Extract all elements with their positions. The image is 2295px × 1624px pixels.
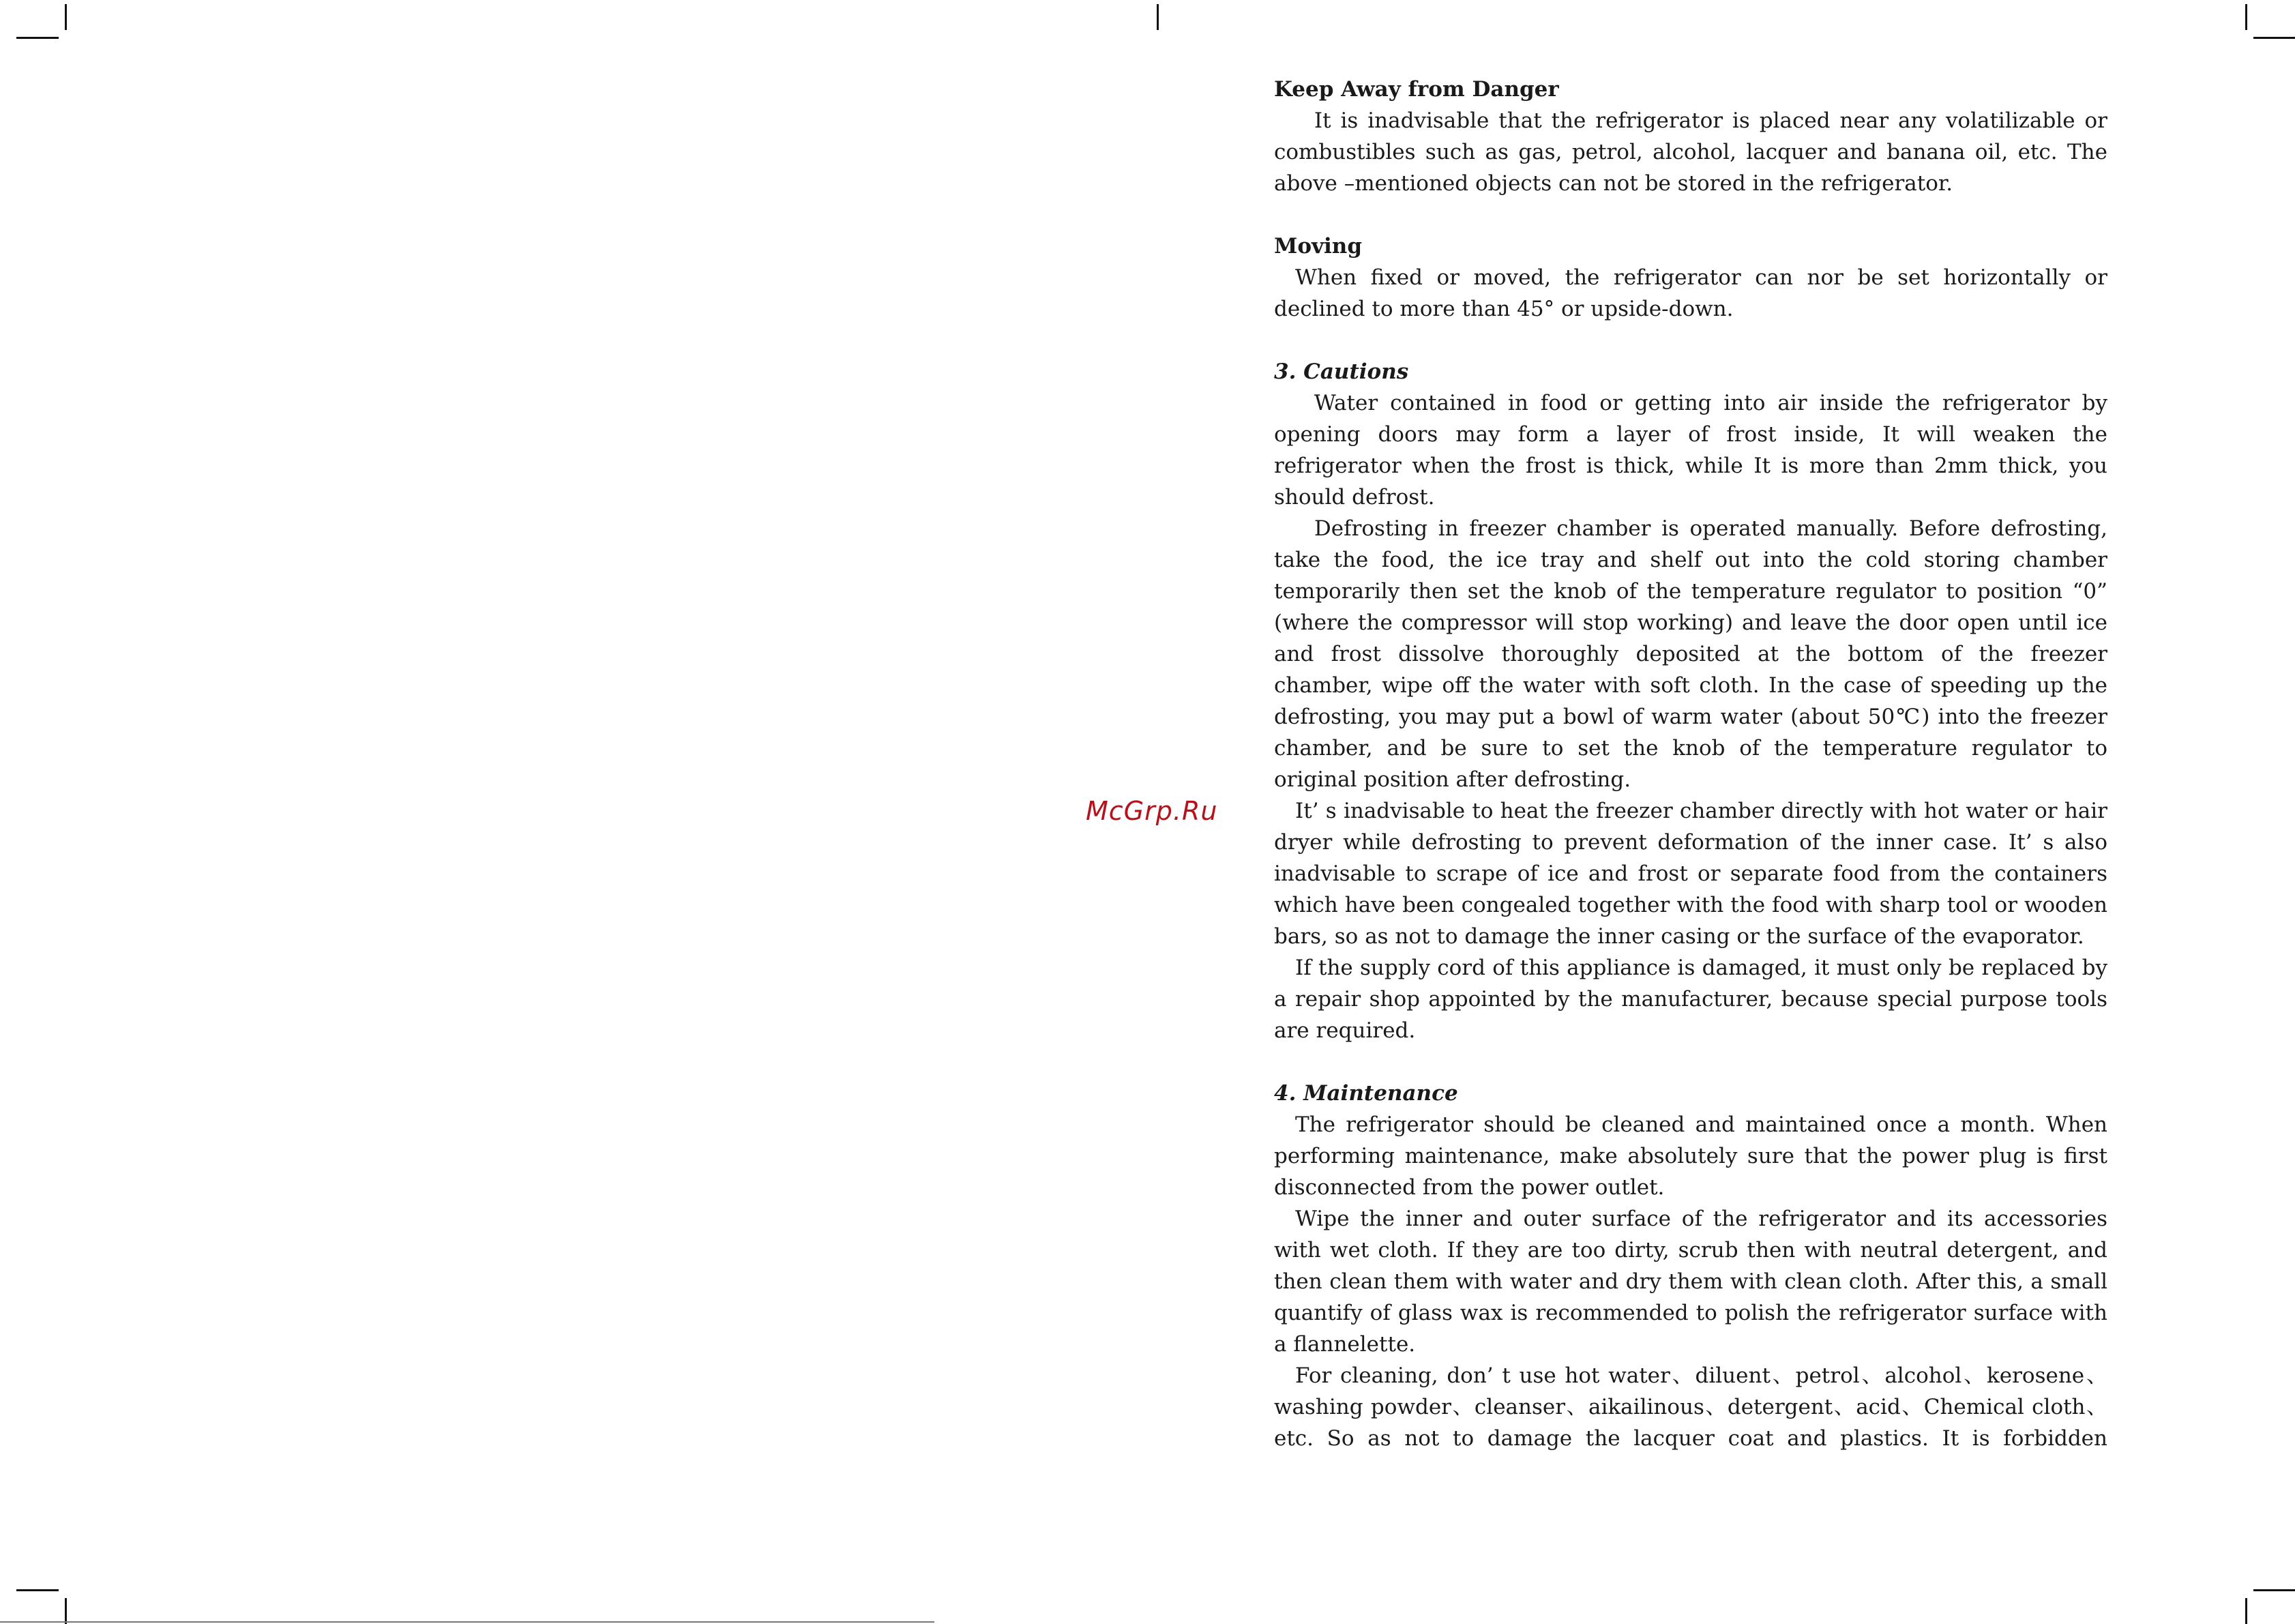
paragraph-maintenance-wipe: Wipe the inner and outer surface of the refrigerator and its accessories with wet cloth. If they are too dirty, scrub then with neutral detergent, and then clean them with water and dry them with clean cloth. After this, a small quantify of glass wax is recommended to polish the refrigerator surface with a flannelette. (1274, 1207, 2107, 1357)
paragraph-danger: It is inadvisable that the refrigerator is placed near any volatilizable or combustibles such as gas, petrol, alcohol, lacquer and banana oil, etc. The above –mentioned objects can not be stored in the refrigerator. (1274, 108, 2107, 196)
manual-text-column (1274, 74, 2107, 1454)
bottom-edge-rule (0, 1621, 934, 1623)
crop-mark-top-left-h (16, 37, 59, 39)
paragraph-maintenance-monthly: The refrigerator should be cleaned and maintained once a month. When performing maintenance, make absolutely sure that the power plug is first disconnected from the power outlet. (1274, 1112, 2107, 1200)
paragraph-cautions-heating: It’ s inadvisable to heat the freezer chamber directly with hot water or hair dryer while defrosting to prevent deformation of the inner case. It’ s also inadvisable to scrape of ice and frost or separate food from the containers which have been congealed together with the food with sharp tool or wooden bars, so as not to damage the inner casing or the surface of the evaporator. (1274, 799, 2107, 949)
crop-mark-bottom-right-h (2253, 1589, 2295, 1591)
paragraph-maintenance-cleaning: For cleaning, don’ t use hot water、diluent、petrol、alcohol、kerosene、washing powder、cleanser、aikailinous、detergent、acid、Chemical cloth、etc. So as not to damage the lacquer coat and plastics. It is forbidden (1274, 1363, 2107, 1451)
crop-mark-top-right-v (2245, 4, 2247, 30)
paragraph-moving: When fixed or moved, the refrigerator can nor be set horizontally or declined to more than 45° or upside-down. (1274, 265, 2107, 321)
paragraph-cautions-supply-cord: If the supply cord of this appliance is damaged, it must only be replaced by a repair shop appointed by the manufacturer, because special purpose tools are required. (1274, 956, 2107, 1043)
crop-mark-top-right-h (2253, 37, 2295, 39)
heading-moving: Moving (1274, 234, 1362, 259)
crop-mark-bottom-right-v (2245, 1598, 2247, 1624)
heading-keep-away-from-danger: Keep Away from Danger (1274, 77, 1559, 102)
watermark-logo: McGrp.Ru (1086, 796, 1218, 826)
heading-maintenance: 4. Maintenance (1274, 1081, 1458, 1106)
crop-mark-bottom-left-v (65, 1598, 67, 1624)
heading-cautions: 3. Cautions (1274, 359, 1409, 384)
crop-mark-bottom-left-h (16, 1589, 59, 1591)
crop-mark-top-left-v (65, 4, 67, 30)
paragraph-cautions-defrosting: Defrosting in freezer chamber is operated manually. Before defrosting, take the food, the ice tray and shelf out into the cold storing chamber temporarily then set the knob of the temperature regulator to position “0” (where the compressor will stop working) and leave the door open until ice and frost dissolve thoroughly deposited at the bottom of the freezer chamber, wipe off the water with soft cloth. In the case of speeding up the defrosting, you may put a bowl of warm water (about 50℃) into the freezer chamber, and be sure to set the knob of the temperature regulator to original position after defrosting. (1274, 516, 2107, 792)
paragraph-cautions-frost: Water contained in food or getting into air inside the refrigerator by opening doors may form a layer of frost inside, It will weaken the refrigerator when the frost is thick, while It is more than 2mm thick, you should defrost. (1274, 391, 2107, 510)
crop-mark-top-center-v (1157, 4, 1159, 30)
